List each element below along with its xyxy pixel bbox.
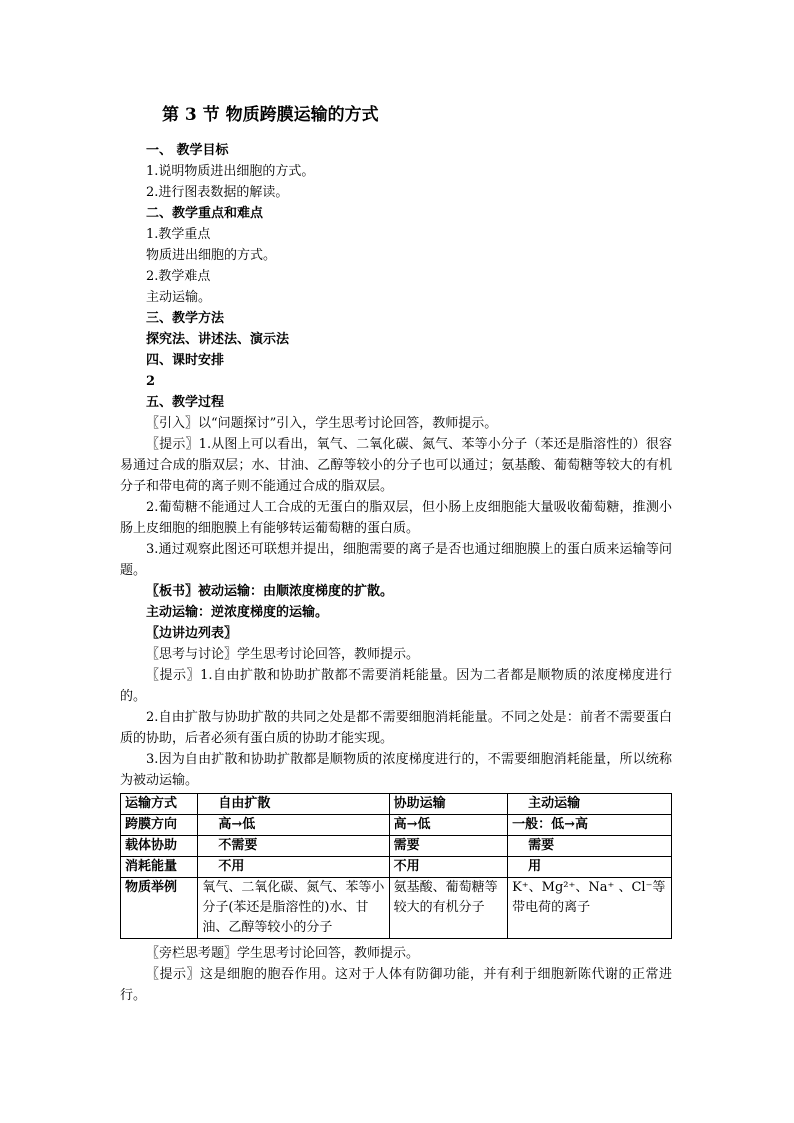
difficulty-label: 2.教学难点 (146, 269, 211, 284)
table-cell: 不用 (389, 857, 507, 878)
table-row (121, 857, 672, 878)
tip-paragraph: 〖提示〗1.从图上可以看出，氧气、二氧化碳、氮气、苯等小分子（苯还是脂溶性的）很容易通过合成的脂双层；水、甘油、乙醇等较小的分子也可以通过；氨基酸、葡萄糖等较大的有机分子和带电荷的离子则不能通过合成的脂双层。 (120, 437, 672, 494)
table-cell: 不用 (198, 857, 389, 878)
table-cell: K⁺、Mg²⁺、Na⁺ 、Cl⁻等带电荷的离子 (508, 878, 672, 939)
document-page (120, 104, 672, 1006)
table-row (121, 794, 672, 815)
table-cell: 需要 (508, 836, 672, 857)
table-cell: 消耗能量 (121, 857, 198, 878)
intro-paragraph: 〖引入〗以“问题探讨”引入，学生思考讨论回答，教师提示。 (146, 416, 498, 431)
table-cell: 跨膜方向 (121, 815, 198, 836)
table-cell: 用 (508, 857, 672, 878)
table-cell: 不需要 (198, 836, 389, 857)
table-row (121, 878, 672, 939)
think-tip: 2.自由扩散与协助扩散的共同之处是都不需要细胞消耗能量。不同之处是：前者不需要蛋白质的协助，后者必须有蛋白质的协助才能实现。 (120, 710, 672, 746)
think-tip: 3.因为自由扩散和协助扩散都是顺物质的浓度梯度进行的，不需要细胞消耗能量，所以统称为被动运输。 (120, 752, 672, 788)
tip-paragraph: 2.葡萄糖不能通过人工合成的无蛋白的脂双层，但小肠上皮细胞能大量吸收葡萄糖，推测小肠上皮细胞的细胞膜上有能够转运葡萄糖的蛋白质。 (120, 500, 672, 536)
objective-item: 2.进行图表数据的解读。 (146, 185, 289, 200)
transport-comparison-table (120, 793, 672, 939)
table-cell: 物质举例 (121, 878, 198, 939)
section-heading-focus: 二、教学重点和难点 (146, 206, 264, 221)
side-note: 〖边讲边列表〗 (146, 626, 238, 641)
objective-item: 1.说明物质进出细胞的方式。 (146, 164, 315, 179)
section-heading-process: 五、教学过程 (146, 395, 225, 410)
table-cell: 自由扩散 (198, 794, 389, 815)
table-row (121, 815, 672, 836)
think-paragraph: 〖思考与讨论〗学生思考讨论回答，教师提示。 (146, 647, 420, 662)
table-cell: 高→低 (198, 815, 389, 836)
focus-label: 1.教学重点 (146, 227, 211, 242)
think-tip: 〖提示〗1.自由扩散和协助扩散都不需要消耗能量。因为二者都是顺物质的浓度梯度进行的。 (120, 668, 672, 704)
sidebar-question-tip: 〖提示〗这是细胞的胞吞作用。这对于人体有防御功能，并有利于细胞新陈代谢的正常进行。 (120, 967, 672, 1003)
table-cell: 一般：低→高 (508, 815, 672, 836)
methods-text: 探究法、讲述法、演示法 (146, 332, 290, 347)
table-cell: 协助运输 (389, 794, 507, 815)
table-cell: 氧气、二氧化碳、氮气、苯等小分子(苯还是脂溶性的)水、甘油、乙醇等较小的分子 (198, 878, 389, 939)
section-heading-methods: 三、教学方法 (146, 311, 225, 326)
tip-paragraph: 3.通过观察此图还可联想并提出，细胞需要的离子是否也通过细胞膜上的蛋白质来运输等问题。 (120, 542, 672, 578)
table-cell: 运输方式 (121, 794, 198, 815)
sidebar-question-paragraph: 〖旁栏思考题〗学生思考讨论回答，教师提示。 (146, 946, 420, 961)
table-cell: 需要 (389, 836, 507, 857)
schedule-text: 2 (146, 374, 156, 389)
focus-text: 物质进出细胞的方式。 (146, 248, 277, 263)
table-cell: 高→低 (389, 815, 507, 836)
table-row (121, 836, 672, 857)
table-cell: 主动运输 (508, 794, 672, 815)
page-title: 第 3 节 物质跨膜运输的方式 (162, 105, 379, 125)
section-heading-objectives: 一、 教学目标 (146, 143, 229, 158)
table-cell: 氨基酸、葡萄糖等较大的有机分子 (389, 878, 507, 939)
board-note: 主动运输：逆浓度梯度的运输。 (146, 605, 329, 620)
difficulty-text: 主动运输。 (146, 290, 212, 305)
board-note: 〖板书〗被动运输：由顺浓度梯度的扩散。 (146, 584, 394, 599)
section-heading-schedule: 四、课时安排 (146, 353, 225, 368)
table-cell: 载体协助 (121, 836, 198, 857)
